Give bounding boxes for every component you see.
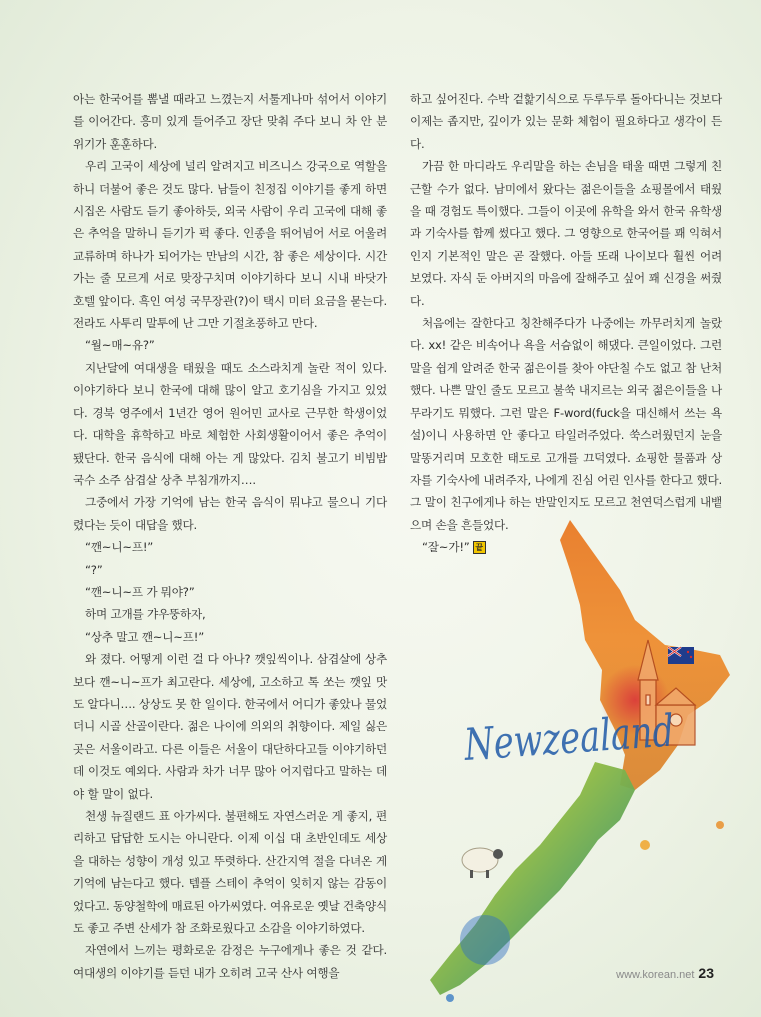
paragraph: 가끔 한 마디라도 우리말을 하는 손님을 태울 때면 그렇게 친근할 수가 없다. 남미에서 왔다는 젊은이들을 쇼핑몰에서 태웠을 때 경험도 특이했다. 그들이 이곳에 유학을 와서 한국 유학생과 기숙사를 함께 썼다고 했다. 그 영향으로 한국어를 꽤 익혀서인지 기본적인 말은 곧 잘했다. 아들 또래 나이보다 훨씬 어려 보였다. 자식 둔 아버지의 마음에 잘해주고 싶어 꽤 신경을 써줬다. xyxy=(410,159,722,308)
sheep-icon xyxy=(462,848,503,878)
paragraph: 아는 한국어를 뽐낼 때라고 느꼈는지 서툴게나마 섞어서 이야기를 이어간다. 흥미 있게 들어주고 장단 맞춰 주다 보니 차 안 분위기가 훈훈하다. xyxy=(73,92,387,151)
paragraph: “깬~니~프 가 뭐야?” xyxy=(85,584,195,599)
right-column xyxy=(410,88,722,559)
paragraph: 하며 고개를 갸우뚱하자, xyxy=(85,607,206,622)
paragraph: 그중에서 가장 기억에 남는 한국 음식이 뭐냐고 물으니 기다렸다는 듯이 대답을 했다. xyxy=(73,495,387,532)
paragraph: “상추 말고 깬~니~프!” xyxy=(85,629,205,644)
newzealand-map-illustration xyxy=(420,500,761,1017)
paragraph: 처음에는 잘한다고 칭찬해주다가 나중에는 까무러치게 놀랐다. xx! 같은 비속어나 욕을 서슴없이 해댔다. 큰일이었다. 그런 말을 쉽게 알려준 한국 젊은이를 찾아 야단칠 수도 없고 참 난처했다. 나쁜 말인 줄도 모르고 불쑥 내지르는 외국 젊은이들을 나무라기도 뭐했다. 그런 말은 F-word(fuck을 대신해서 쓰는 욕설)이니 사용하면 안 좋다고 타일러주었다. 쑥스러웠던지 눈을 말똥거리며 모호한 태도로 고개를 끄덕였다. 쇼핑한 물품과 상자를 기숙사에 내려주자, 나에게 진심 어린 인사를 한다고 했다. 그 말이 친구에게나 하는 반말인지도 모르고 천연덕스럽게 내뱉으며 손을 흔들었다. xyxy=(410,316,722,532)
newzealand-flag-icon xyxy=(668,647,694,664)
footer-url: www.korean.net xyxy=(616,969,695,981)
left-column xyxy=(73,88,387,984)
paragraph: 하고 싶어진다. 수박 겉핥기식으로 두루두루 돌아다니는 것보다 이제는 좁지만, 깊이가 있는 문화 체험이 필요하다고 생각이 든다. xyxy=(410,92,722,151)
paragraph: “월~매~유?” xyxy=(85,338,155,353)
paragraph: 천생 뉴질랜드 표 아가씨다. 불편해도 자연스러운 게 좋지, 편리하고 답답한 도시는 아니란다. 이제 이십 대 초반인데도 세상을 대하는 성향이 개성 있고 뚜렷하다. 산간지역 절을 다녀온 게 기억에 남는다고 했다. 템플 스테이 추억이 잊히지 않는 감동이었다고. 동양철학에 매료된 아가씨였다. 여유로운 옛날 건축양식도 좋고 주변 산세가 참 조화로웠다고 소감을 이야기하였다. xyxy=(73,809,387,936)
page-footer xyxy=(616,965,714,981)
paragraph: “깬~니~프!” xyxy=(85,540,154,555)
paragraph: 와 졌다. 어떻게 이런 걸 다 아나? 깻잎씩이나. 삼겹살에 상추보다 깬~니~프가 최고란다. 세상에, 고소하고 톡 쏘는 깻잎 맛도 알다니…. 상상도 못 한 일이다. 한국에서 어디가 좋았나 물었더니 시골 산골이란다. 젊은 나이에 의외의 취향이다. 제일 싫은 곳은 서울이라고. 다른 이들은 서울이 대단하다고들 이야기하던데 이것도 예외다. 사람과 차가 너무 많아 어지럽다고 말하는 데야 할 말이 없다. xyxy=(73,652,387,801)
map-label: Newzealand xyxy=(462,700,740,771)
paragraph: 자연에서 느끼는 평화로운 감정은 누구에게나 좋은 것 같다. 여대생의 이야기를 듣던 내가 오히려 고국 산사 여행을 xyxy=(73,943,387,980)
paragraph: 지난달에 여대생을 태웠을 때도 소스라치게 놀란 적이 있다. 이야기하다 보니 한국에 대해 많이 알고 호기심을 가지고 있었다. 경북 영주에서 1년간 영어 원어민 교사로 근무한 학생이었다. 대학을 휴학하고 바로 체험한 사회생활이어서 좋은 추억이 됐단다. 한국 음식에 대해 아는 게 많았다. 김치 불고기 비빔밥 국수 소주 삼겹살 상추 부침개까지…. xyxy=(73,360,387,487)
page-number: 23 xyxy=(698,965,714,981)
south-island-shape xyxy=(430,762,635,995)
paragraph: 우리 고국이 세상에 널리 알려지고 비즈니스 강국으로 역할을 하니 더불어 좋은 것도 많다. 남들이 친정집 이야기를 좋게 하면 시집온 사람도 듣기 좋아하듯, 외국 사람이 우리 고국에 대해 좋은 추억을 말하니 듣기가 퍽 좋다. 인종을 뛰어넘어 서로 어울려 교류하며 하나가 되어가는 만남의 시간, 참 좋은 세상이다. 시간 가는 줄 모르게 서로 맞장구치며 이야기하다 보니 시내 바닷가 호텔 앞이다. 흑인 여성 국무장관(?)이 택시 미터 요금을 묻는다. 전라도 사투리 말투에 난 그만 기절초풍하고 만다. xyxy=(73,159,387,331)
paragraph: “?” xyxy=(85,562,103,577)
closing-quote: “잘~가!” xyxy=(422,540,470,555)
end-mark-icon: 끝 xyxy=(473,541,486,554)
